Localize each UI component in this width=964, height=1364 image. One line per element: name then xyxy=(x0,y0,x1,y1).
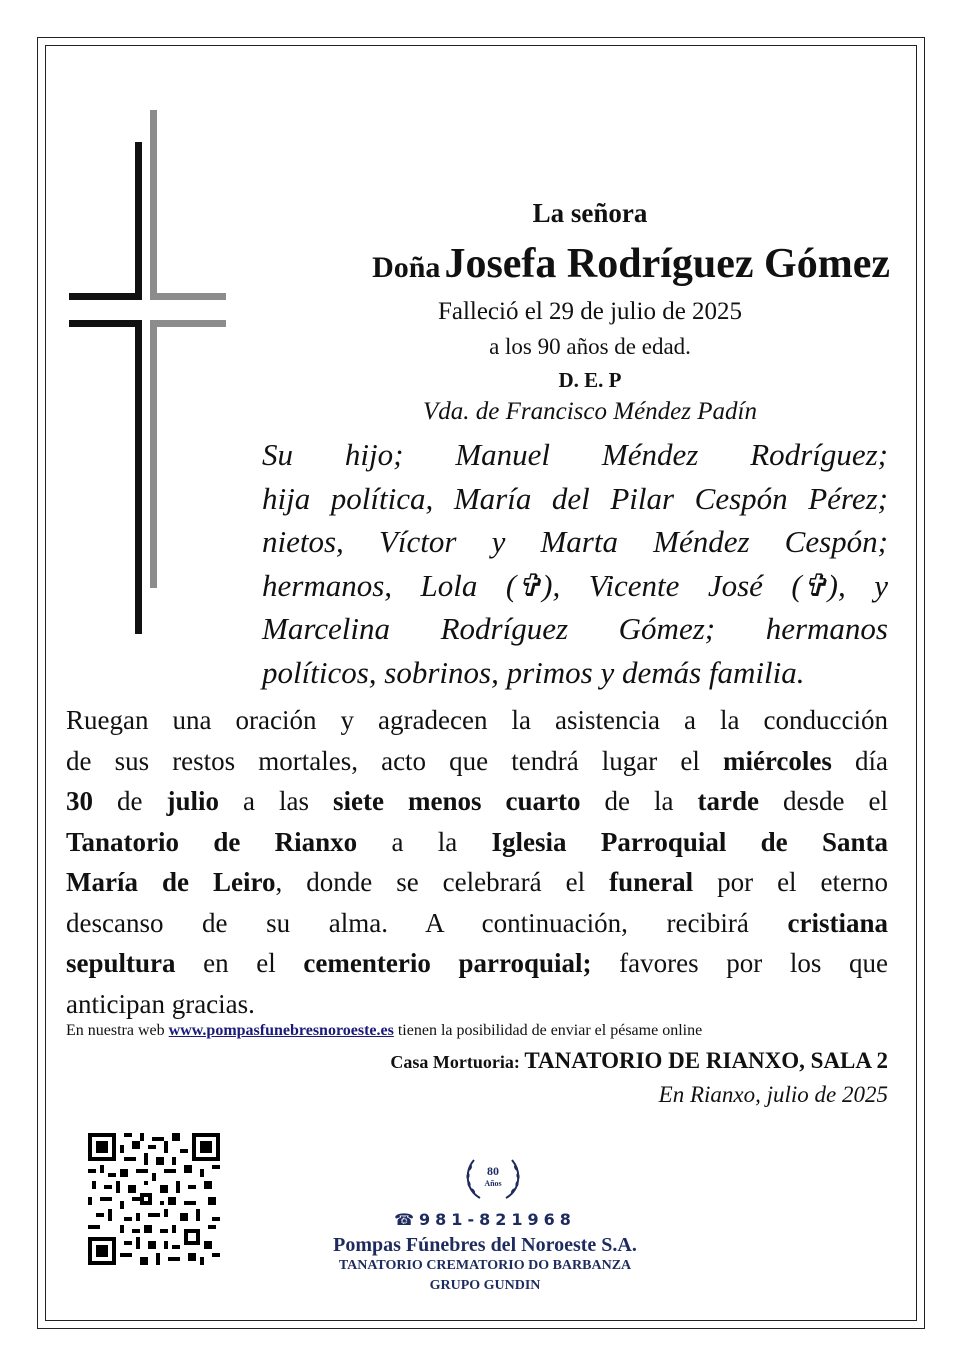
body-line: anticipan gracias. xyxy=(66,988,255,1019)
body-line: María de Leiro, donde se celebrará el funeral por el eterno xyxy=(66,867,889,897)
name-main: Josefa Rodríguez Gómez xyxy=(444,241,890,287)
qr-code-icon[interactable] xyxy=(88,1133,220,1265)
name-prefix: Doña xyxy=(372,251,441,284)
widow-text: Vda. de Francisco Méndez Padín xyxy=(423,398,757,425)
casa-label: Casa Mortuoria: xyxy=(390,1052,525,1072)
death-date: Falleció el 29 de julio de 2025 xyxy=(437,298,743,325)
body-line: descanso de su alma. A continuación, recibirá cristiana xyxy=(66,907,888,938)
logo-word: Años xyxy=(484,1179,502,1188)
deceased-name xyxy=(250,240,890,288)
family-line: políticos, sobrinos, primos y demás familia. xyxy=(262,654,805,690)
family-paragraph xyxy=(262,433,888,694)
cross-icon xyxy=(66,110,231,640)
dep-text: D. E. P xyxy=(558,368,622,392)
logo-number: 80 xyxy=(487,1164,499,1178)
age-text: a los 90 años de edad. xyxy=(489,334,691,359)
body-line: sepultura en el cementerio parroquial; favores por los que xyxy=(66,948,888,978)
website-link[interactable]: www.pompasfunebresnoroeste.es xyxy=(168,1022,394,1039)
company-name: Pompas Fúnebres del Noroeste S.A. xyxy=(333,1234,637,1256)
grupo-name: GRUPO GUNDIN xyxy=(429,1278,541,1293)
casa-mortuoria xyxy=(300,1048,888,1074)
phone-number[interactable]: ☎981-821968 xyxy=(394,1210,576,1229)
body-line: Ruegan una oración y agradecen la asistencia a la conducción xyxy=(66,705,888,735)
family-line: hija política, María del Pilar Cespón Pérez; xyxy=(262,480,888,516)
anniversary-logo-icon xyxy=(458,1150,528,1206)
casa-value: TANATORIO DE RIANXO, SALA 2 xyxy=(524,1048,888,1073)
intro-text: La señora xyxy=(532,198,648,228)
family-line: Su hijo; Manuel Méndez Rodríguez; xyxy=(262,437,888,472)
family-line: hermanos, Lola (✞), Vicente José (✞), y xyxy=(262,567,888,603)
family-line: nietos, Víctor y Marta Méndez Cespón; xyxy=(262,524,888,559)
body-line: de sus restos mortales, acto que tendrá lugar el miércoles día xyxy=(66,745,888,776)
body-line: 30 de julio a las siete menos cuarto de la tarde desde el xyxy=(66,786,888,816)
family-line: Marcelina Rodríguez Gómez; hermanos xyxy=(262,611,888,646)
ceremony-paragraph xyxy=(66,700,888,1024)
tanatorio-name: TANATORIO CREMATORIO DO BARBANZA xyxy=(338,1258,632,1273)
web-note: En nuestra web www.pompasfunebresnoroeste.es tienen la posibilidad de enviar el pésame online xyxy=(66,1022,703,1039)
body-line: Tanatorio de Rianxo a la Iglesia Parroquial de Santa xyxy=(66,826,888,857)
place-date: En Rianxo, julio de 2025 xyxy=(658,1082,888,1107)
